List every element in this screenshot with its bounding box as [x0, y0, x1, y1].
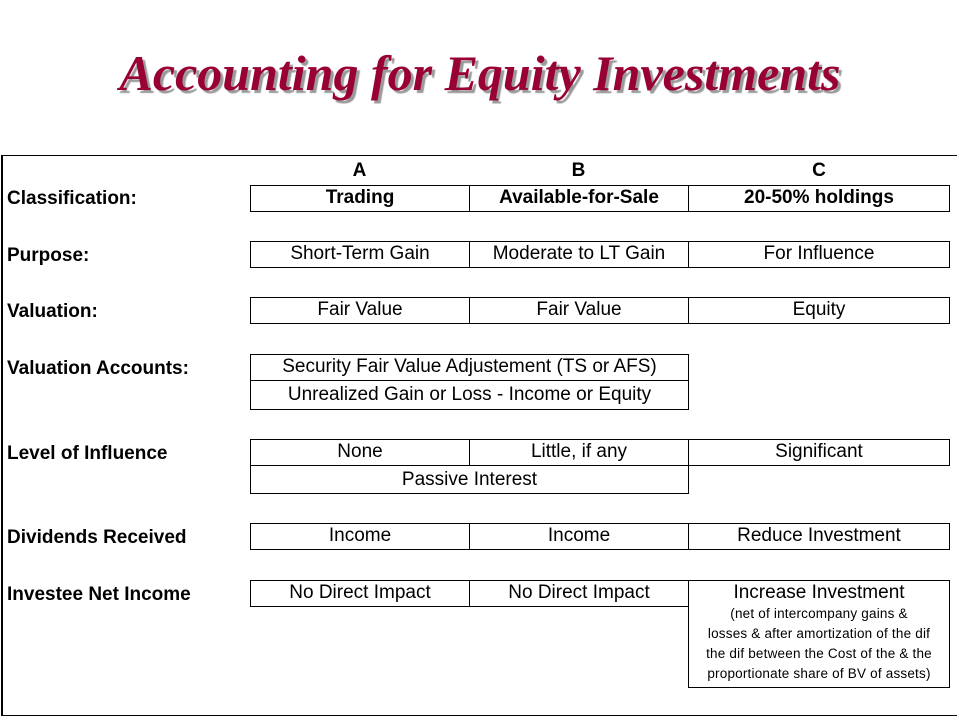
note-line: (net of intercompany gains &: [730, 606, 908, 621]
row-label-influence: Level of Influence: [7, 443, 168, 464]
cell-purpose-c: For Influence: [688, 241, 950, 268]
note-line: losses & after amortization of the dif: [707, 626, 931, 641]
cell-dividends-c: Reduce Investment: [688, 523, 950, 550]
row-label-dividends: Dividends Received: [7, 527, 187, 548]
cell-dividends-b: Income: [469, 523, 689, 550]
note-line: proportionate share of BV of assets): [707, 666, 931, 681]
row-label-classification: Classification:: [7, 188, 137, 209]
cell-classification-b: Available-for-Sale: [469, 185, 689, 212]
cell-net-income-a: No Direct Impact: [250, 580, 470, 607]
cell-purpose-b: Moderate to LT Gain: [469, 241, 689, 268]
cell-influence-passive-interest: Passive Interest: [250, 465, 689, 494]
note-line: the dif between the Cost of the & the: [706, 646, 932, 661]
cell-influence-a: None: [250, 439, 470, 466]
cell-valuation-b: Fair Value: [469, 297, 689, 324]
cell-classification-a: Trading: [250, 185, 470, 212]
row-label-purpose: Purpose:: [7, 245, 90, 266]
row-label-valuation: Valuation:: [7, 301, 98, 322]
cell-valuation-accounts-line-2: Unrealized Gain or Loss - Income or Equity: [250, 380, 689, 410]
cell-influence-c: Significant: [688, 439, 950, 466]
column-header-c: C: [812, 160, 826, 181]
cell-classification-c: 20-50% holdings: [688, 185, 950, 212]
column-header-a: A: [352, 160, 367, 181]
row-label-valuation-accounts: Valuation Accounts:: [7, 358, 189, 379]
cell-influence-b: Little, if any: [469, 439, 689, 466]
page-title: Accounting for Equity Investments: [119, 45, 841, 101]
cell-net-income-c: Increase Investment: [688, 580, 950, 607]
net-income-note: [688, 604, 950, 688]
cell-net-income-b: No Direct Impact: [469, 580, 689, 607]
cell-valuation-c: Equity: [688, 297, 950, 324]
cell-dividends-a: Income: [250, 523, 470, 550]
cell-valuation-accounts-line-1: Security Fair Value Adjustement (TS or AFS): [250, 354, 689, 381]
cell-purpose-a: Short-Term Gain: [250, 241, 470, 268]
row-label-net-income: Investee Net Income: [7, 584, 191, 605]
cell-valuation-a: Fair Value: [250, 297, 470, 324]
column-header-b: B: [571, 160, 586, 181]
